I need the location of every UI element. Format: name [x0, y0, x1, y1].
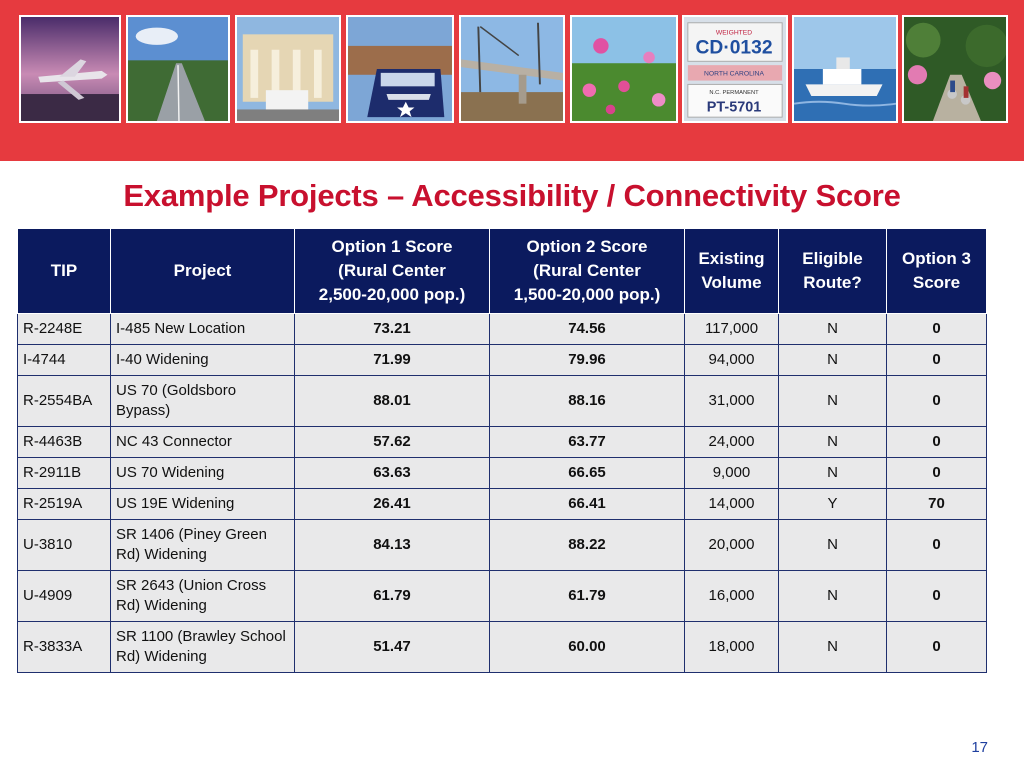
train-photo: [346, 15, 454, 123]
plate-bottom-label: N.C. PERMANENT: [709, 90, 759, 97]
cell-option1-score: 57.62: [295, 427, 490, 458]
cell-option2-score: 88.22: [490, 520, 685, 571]
cell-option2-score: 63.77: [490, 427, 685, 458]
cell-tip: R-2911B: [18, 458, 111, 489]
cell-tip: R-2248E: [18, 314, 111, 345]
header-project-label: Project: [173, 261, 232, 280]
cell-eligible-route: N: [779, 345, 887, 376]
cell-option1-score: 63.63: [295, 458, 490, 489]
header-eligible-route: [779, 229, 887, 314]
table-header-row: [18, 229, 987, 314]
cell-option1-score: 88.01: [295, 376, 490, 427]
cell-existing-volume: 117,000: [685, 314, 779, 345]
cell-option2-score: 88.16: [490, 376, 685, 427]
cell-eligible-route: N: [779, 314, 887, 345]
header-eligible-line1: Eligible: [802, 249, 863, 268]
cell-option3-score: 0: [887, 427, 987, 458]
wildflowers-photo: [570, 15, 678, 123]
cell-option2-score: 60.00: [490, 622, 685, 673]
cyclists-photo: [902, 15, 1008, 123]
highway-photo: [126, 15, 230, 123]
slide-title: Example Projects – Accessibility / Connectivity Score: [123, 178, 901, 213]
cell-eligible-route: Y: [779, 489, 887, 520]
table-row: [18, 314, 987, 345]
cell-option3-score: 0: [887, 376, 987, 427]
cell-existing-volume: 9,000: [685, 458, 779, 489]
table-row: [18, 427, 987, 458]
cell-project: US 70 (Goldsboro Bypass): [111, 376, 295, 427]
cell-tip: R-4463B: [18, 427, 111, 458]
cell-eligible-route: N: [779, 458, 887, 489]
cell-option3-score: 0: [887, 314, 987, 345]
table-row: [18, 571, 987, 622]
table-row: [18, 458, 987, 489]
cell-option1-score: 71.99: [295, 345, 490, 376]
cell-eligible-route: N: [779, 622, 887, 673]
license-plates-photo: [682, 15, 788, 123]
cell-tip: R-2554BA: [18, 376, 111, 427]
cell-existing-volume: 24,000: [685, 427, 779, 458]
header-tip-label: TIP: [50, 261, 78, 280]
score-table: [17, 228, 987, 673]
cell-option2-score: 66.41: [490, 489, 685, 520]
cell-option1-score: 26.41: [295, 489, 490, 520]
airplane-photo: [19, 15, 121, 123]
cell-tip: R-2519A: [18, 489, 111, 520]
cell-option2-score: 79.96: [490, 345, 685, 376]
bridge-construction-photo: [459, 15, 565, 123]
ferry-photo: [792, 15, 898, 123]
cell-existing-volume: 94,000: [685, 345, 779, 376]
cell-option3-score: 0: [887, 622, 987, 673]
table-row: [18, 622, 987, 673]
bus-station-photo: [235, 15, 341, 123]
cell-tip: U-4909: [18, 571, 111, 622]
cell-option3-score: 70: [887, 489, 987, 520]
header-existing-line1: Existing: [698, 249, 765, 268]
cell-option2-score: 66.65: [490, 458, 685, 489]
plate-number-text: CD·0132: [695, 37, 773, 59]
header-project: [111, 229, 295, 314]
header-existing-line2: Volume: [701, 273, 762, 292]
cell-tip: U-3810: [18, 520, 111, 571]
cell-project: SR 2643 (Union Cross Rd) Widening: [111, 571, 295, 622]
header-option2: [490, 229, 685, 314]
header-option1-line3: 2,500-20,000 pop.): [318, 285, 466, 304]
page-number: 17: [971, 739, 988, 756]
header-option2-line3: 1,500-20,000 pop.): [513, 285, 661, 304]
table-row: [18, 520, 987, 571]
cell-option3-score: 0: [887, 458, 987, 489]
cell-existing-volume: 14,000: [685, 489, 779, 520]
cell-eligible-route: N: [779, 571, 887, 622]
cell-option2-score: 74.56: [490, 314, 685, 345]
header-option2-line2: (Rural Center: [533, 261, 641, 280]
header-option1: [295, 229, 490, 314]
cell-eligible-route: N: [779, 427, 887, 458]
cell-existing-volume: 18,000: [685, 622, 779, 673]
table-row: [18, 489, 987, 520]
cell-option1-score: 73.21: [295, 314, 490, 345]
plate-state-text: NORTH CAROLINA: [704, 70, 765, 78]
cell-eligible-route: N: [779, 520, 887, 571]
cell-project: US 19E Widening: [111, 489, 295, 520]
header-option1-line2: (Rural Center: [338, 261, 446, 280]
cell-option1-score: 61.79: [295, 571, 490, 622]
header-option1-line1: Option 1 Score: [331, 237, 453, 256]
header-option2-line1: Option 2 Score: [526, 237, 648, 256]
cell-option1-score: 51.47: [295, 622, 490, 673]
cell-option2-score: 61.79: [490, 571, 685, 622]
table-row: [18, 345, 987, 376]
cell-tip: R-3833A: [18, 622, 111, 673]
cell-project: SR 1406 (Piney Green Rd) Widening: [111, 520, 295, 571]
cell-option3-score: 0: [887, 345, 987, 376]
cell-tip: I-4744: [18, 345, 111, 376]
header-option3: [887, 229, 987, 314]
table-row: [18, 376, 987, 427]
cell-option3-score: 0: [887, 520, 987, 571]
plate-top-text: WEIGHTED: [715, 29, 753, 37]
cell-existing-volume: 16,000: [685, 571, 779, 622]
header-option3-line1: Option 3: [902, 249, 971, 268]
header-eligible-line2: Route?: [803, 273, 862, 292]
plate-bottom-number: PT-5701: [706, 99, 762, 116]
cell-project: SR 1100 (Brawley School Rd) Widening: [111, 622, 295, 673]
header-existing-volume: [685, 229, 779, 314]
header-banner: [0, 0, 1024, 161]
cell-project: US 70 Widening: [111, 458, 295, 489]
cell-project: I-40 Widening: [111, 345, 295, 376]
header-tip: [18, 229, 111, 314]
header-option3-line2: Score: [912, 273, 961, 292]
cell-existing-volume: 20,000: [685, 520, 779, 571]
cell-option1-score: 84.13: [295, 520, 490, 571]
cell-project: NC 43 Connector: [111, 427, 295, 458]
cell-option3-score: 0: [887, 571, 987, 622]
cell-existing-volume: 31,000: [685, 376, 779, 427]
cell-eligible-route: N: [779, 376, 887, 427]
cell-project: I-485 New Location: [111, 314, 295, 345]
